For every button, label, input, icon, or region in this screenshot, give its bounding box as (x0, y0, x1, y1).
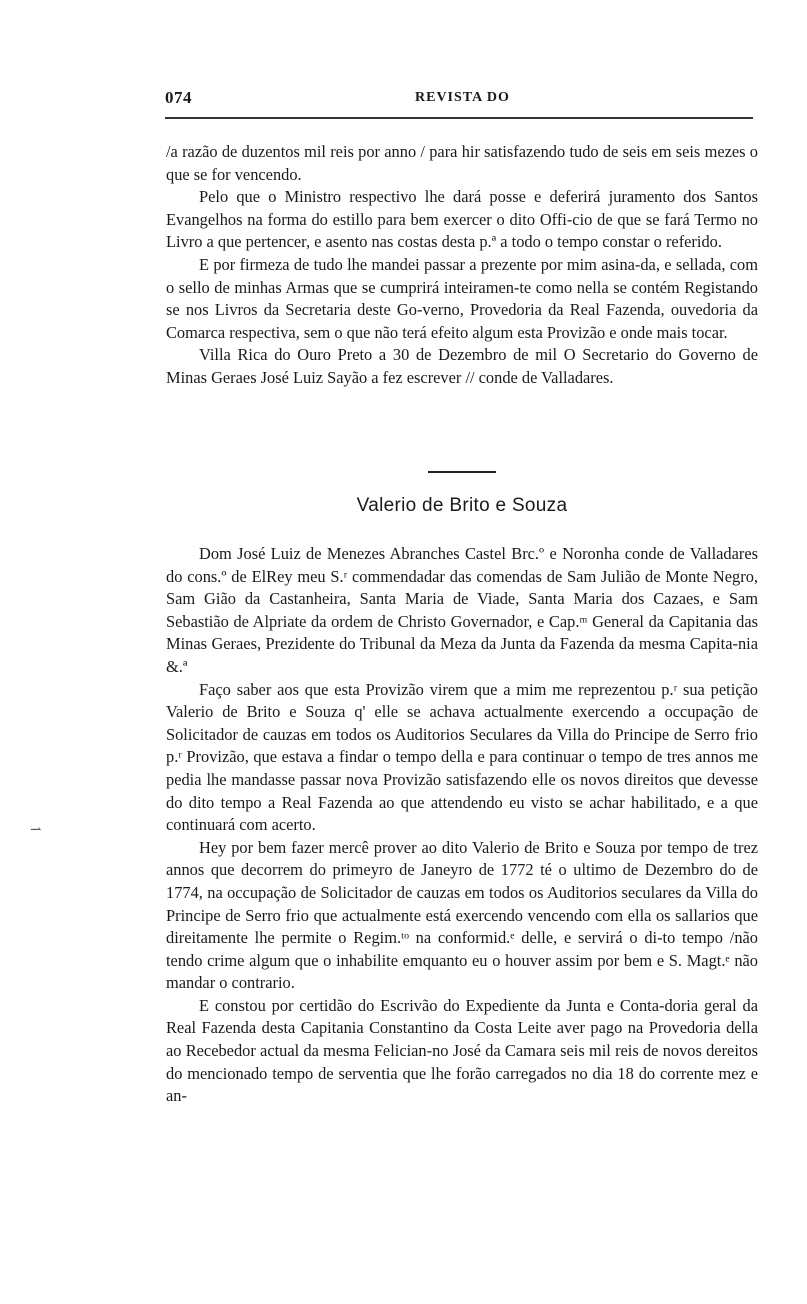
paragraph: Faço saber aos que esta Provizão virem que a mim me reprezentou p.ʳ sua petição Valerio de Brito e Souza q' elle se achava actualmente exercendo a occupação de Solicitador de cauzas em todos os Auditorios Seculares da Villa do Principe de Serro frio p.ʳ Provizão, que estava a findar o tempo della e para continuar o tempo de tres annos me pedia lhe mandasse passar nova Provizão satisfazendo elle os novos direitos que devesse do dito tempo a Real Fazenda ao que attendendo eu visto se achar habilitado, e a que continuará com acerto. (166, 679, 758, 835)
paragraph: E constou por certidão do Escrivão do Expediente da Junta e Conta-doria geral da Real Fazenda desta Capitania Constantino da Costa Leite aver pago na Provedoria della ao Recebedor actual da mesma Felician-no José da Camara seis mil reis de novos dereitos do mencionado tempo de serventia que lhe forão carregados no dia 18 do corrente mez e an- (166, 995, 758, 1106)
paragraph: Dom José Luiz de Menezes Abranches Castel Brc.º e Noronha conde de Valladares do cons.º de ElRey meu S.ʳ commendadar das comendas de Sam Julião de Monte Negro, Sam Gião da Castanheira, Santa Maria de Viade, Santa Maria dos Cazaes, e Sam Sebastião de Alpriate da ordem de Christo Governador, e Cap.ᵐ General da Capitania das Minas Geraes, Prezidente do Tribunal da Meza da Junta da Fazenda da mesma Capita-nia &.ª (166, 544, 758, 676)
margin-mark: ⇀ (30, 823, 42, 838)
paragraph: Hey por bem fazer mercê prover ao dito Valerio de Brito e Souza por tempo de trez annos que decorrem do primeyro de Janeyro de 1772 té o ultimo de Dezembro do de 1774, na occupação de Solicitador de cauzas em todos os Auditorios seculares da Villa do Principe de Serro frio que actualmente está exercendo vencendo com ella os sallarios que direitamente lhe permite o Regim.ᵗᵒ na conformid.ᵉ delle, e servirá o di-to tempo /não tendo crime algum que o inhabilite emquanto eu o houver assim por bem e S. Magt.ᵉ não mandar o contrario. (166, 837, 758, 993)
paragraph: E por firmeza de tudo lhe mandei passar a prezente por mim asina-da, e sellada, com o sello de minhas Armas que se cumprirá inteiramen-te como nella se contém Registando se nos Livros da Secretaria deste Go-verno, Provedoria da Real Fazenda, ouvedoria da Comarca respectiva, sem o que não terá efeito algum esta Provizão e onde mais tocar. (166, 254, 758, 342)
page-header (165, 88, 757, 116)
paragraph: Villa Rica do Ouro Preto a 30 de Dezembro de mil O Secretario do Governo de Minas Geraes José Luiz Sayão a fez escrever // conde de Valladares. (166, 345, 758, 387)
page-number: 074 (165, 88, 192, 107)
paragraph: /a razão de duzentos mil reis por anno / para hir satisfazendo tudo de seis em seis mezes o que se for vencendo. (166, 142, 758, 184)
section-title: Valerio de Brito e Souza (356, 495, 568, 516)
header-rule (165, 117, 753, 119)
text-block-provision (166, 543, 758, 1108)
text-block-continuation (166, 141, 758, 390)
paragraph: Pelo que o Ministro respectivo lhe dará posse e deferirá juramento dos Santos Evangelhos na forma do estillo para bem exercer o dito Offi-cio de que se fará Termo no Livro a que pertencer, e asento nas costas desta p.ª a todo o tempo constar o referido. (166, 187, 758, 252)
section-separator (428, 471, 496, 473)
running-head: REVISTA DO (415, 90, 510, 105)
